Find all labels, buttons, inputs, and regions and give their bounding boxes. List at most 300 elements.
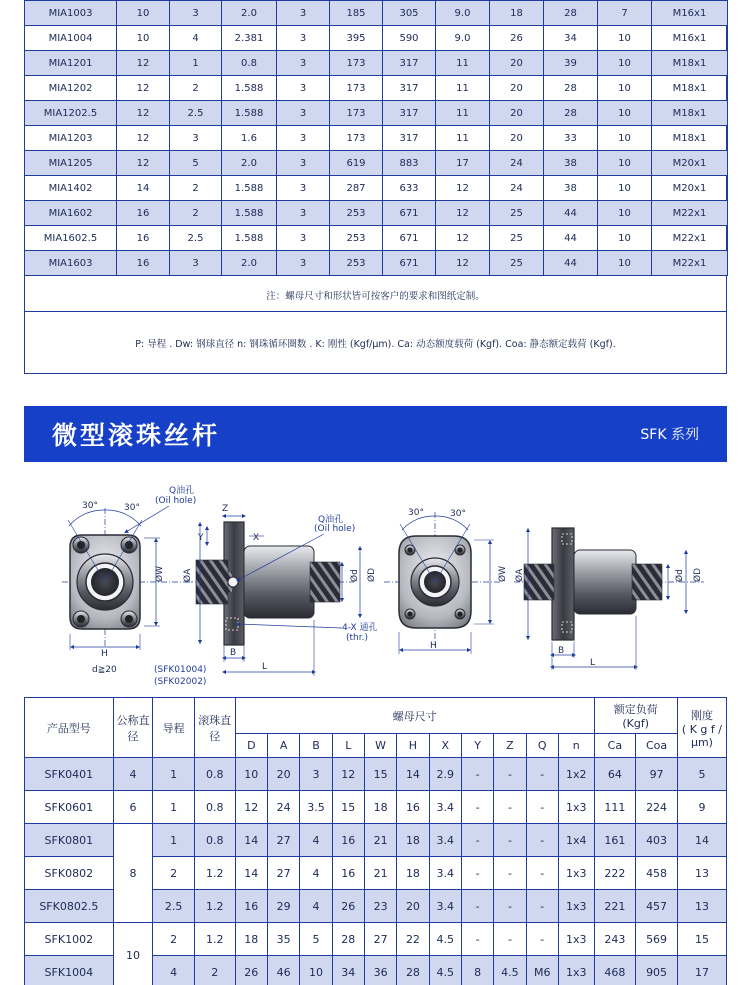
header-col: Z [494, 734, 526, 758]
table-cell: 3 [277, 226, 330, 251]
table-cell: 13 [677, 857, 726, 890]
table-cell: 3 [277, 1, 330, 26]
table-cell: - [461, 824, 493, 857]
table-cell: 97 [636, 758, 678, 791]
table-cell: SFK0802.5 [25, 890, 114, 923]
table-cell: 18 [364, 791, 396, 824]
angle-label: 30° [82, 501, 98, 511]
oil-hole-label: Q油孔 [169, 486, 195, 496]
table-cell: 0.8 [194, 824, 235, 857]
header-nominal: 公称直径 [113, 698, 153, 758]
header-ball: 滚珠直径 [194, 698, 235, 758]
table-cell: 4.5 [429, 923, 461, 956]
table-cell: 16 [235, 890, 267, 923]
table-cell: 12 [436, 176, 490, 201]
table-cell: 3.5 [300, 791, 332, 824]
front-view-2 [384, 508, 508, 654]
table-cell: 317 [383, 126, 436, 151]
table-cell: - [494, 857, 526, 890]
table-cell: 161 [594, 824, 636, 857]
table-cell: 4 [170, 26, 222, 51]
table-cell: - [461, 758, 493, 791]
table-cell: 1.6 [222, 126, 277, 151]
table-cell: 4 [300, 890, 332, 923]
table-cell: 12 [436, 251, 490, 276]
table-cell: 10 [598, 76, 652, 101]
table-cell: M20x1 [652, 176, 728, 201]
table-row [25, 151, 728, 176]
table-cell: MIA1003 [25, 1, 117, 26]
table-cell: 1.2 [194, 857, 235, 890]
table-cell: 569 [636, 923, 678, 956]
header-nut: 螺母尺寸 [235, 698, 594, 734]
table-cell: 9.0 [436, 26, 490, 51]
table-cell: 16 [117, 251, 170, 276]
dim-a: ØA [515, 568, 525, 582]
header-col: B [300, 734, 332, 758]
table-cell: M16x1 [652, 26, 728, 51]
table-cell: 1.2 [194, 923, 235, 956]
table-cell: 14 [235, 824, 267, 857]
table-cell: 3.4 [429, 791, 461, 824]
table-cell: 26 [490, 26, 544, 51]
table-cell: 3.4 [429, 890, 461, 923]
table-cell: 403 [636, 824, 678, 857]
table-cell: 619 [330, 151, 383, 176]
section-banner [24, 406, 727, 462]
table-cell: 1x3 [558, 923, 594, 956]
table-cell: 253 [330, 201, 383, 226]
table-cell: - [526, 824, 558, 857]
table-row [25, 176, 728, 201]
table-cell: M18x1 [652, 101, 728, 126]
oil-hole-label-en: (Oil hole) [314, 524, 356, 534]
dim-x: X [253, 533, 260, 543]
dim-d-large: ØD [367, 567, 377, 582]
table-cell: SFK0801 [25, 824, 114, 857]
table-cell: 14 [235, 857, 267, 890]
table-row [25, 824, 727, 857]
table-cell: MIA1202.5 [25, 101, 117, 126]
header-col: Y [461, 734, 493, 758]
table-cell: 20 [490, 51, 544, 76]
table-cell: SFK0401 [25, 758, 114, 791]
table-cell: 305 [383, 1, 436, 26]
dim-h: H [101, 649, 108, 659]
table-cell: 12 [117, 101, 170, 126]
table-cell: 1.588 [222, 101, 277, 126]
table-cell: 10 [598, 126, 652, 151]
dim-a: ØA [183, 568, 193, 582]
table-row [25, 758, 727, 791]
table-cell: 317 [383, 51, 436, 76]
table-cell: 7 [598, 1, 652, 26]
table-cell: 12 [117, 76, 170, 101]
table-cell: 12 [117, 151, 170, 176]
table-cell: MIA1203 [25, 126, 117, 151]
table-cell: 29 [267, 890, 299, 923]
header-lead: 导程 [153, 698, 195, 758]
table-cell: 10 [598, 51, 652, 76]
table-cell: 14 [677, 824, 726, 857]
table-cell: 2.0 [222, 151, 277, 176]
mia-spec-table [24, 0, 728, 276]
table-cell: - [526, 890, 558, 923]
table-cell: 1x4 [558, 824, 594, 857]
table-cell: - [494, 923, 526, 956]
table-cell: 28 [544, 101, 598, 126]
table-cell: M22x1 [652, 201, 728, 226]
side-view-1 [154, 504, 378, 687]
table-cell: 44 [544, 226, 598, 251]
table-cell: 2 [153, 857, 195, 890]
table-cell: 20 [397, 890, 429, 923]
table-cell: MIA1602.5 [25, 226, 117, 251]
table-cell: 21 [364, 857, 396, 890]
table-cell: 1 [153, 758, 195, 791]
header-load: 额定负荷 (Kgf) [594, 698, 677, 734]
table-cell: 8 [461, 956, 493, 985]
table-cell: 3 [277, 126, 330, 151]
table-cell: 2.5 [153, 890, 195, 923]
table-cell: 27 [267, 824, 299, 857]
table-cell: - [526, 923, 558, 956]
table-cell: 14 [117, 176, 170, 201]
table-cell: 18 [490, 1, 544, 26]
dim-d-small: Ød [675, 569, 685, 582]
header-col: Coa [636, 734, 678, 758]
table-cell: 39 [544, 51, 598, 76]
table-cell: 1 [153, 791, 195, 824]
oil-hole-label: Q油孔 [318, 515, 344, 525]
dim-w: ØW [155, 566, 165, 582]
front-view-1 [62, 484, 196, 675]
table-cell: 44 [544, 251, 598, 276]
table-cell: SFK0601 [25, 791, 114, 824]
table-cell: 4.5 [494, 956, 526, 985]
table-cell: 10 [300, 956, 332, 985]
table-cell: 1 [153, 824, 195, 857]
table-cell: 287 [330, 176, 383, 201]
model-note: (SFK01004) [154, 665, 207, 675]
table-cell: - [526, 857, 558, 890]
abbreviation-legend: P: 导程 . Dw: 钢球直径 n: 钢珠循环圈数 . K: 刚性 (Kgf/μm). Ca: 动态额度载荷 (Kgf). Coa: 静态额定载荷 (Kgf). [135, 338, 616, 350]
table-cell: 6 [113, 791, 153, 824]
table-cell: 64 [594, 758, 636, 791]
table-row [25, 76, 728, 101]
table-cell: SFK1004 [25, 956, 114, 985]
table-cell: 633 [383, 176, 436, 201]
table-cell: 5 [300, 923, 332, 956]
table-cell: - [461, 923, 493, 956]
header-col: A [267, 734, 299, 758]
table-cell: 27 [364, 923, 396, 956]
table-cell: 28 [544, 76, 598, 101]
table-cell: 36 [364, 956, 396, 985]
table-cell: 173 [330, 51, 383, 76]
table-cell: 253 [330, 251, 383, 276]
table-cell: 883 [383, 151, 436, 176]
table-cell: M18x1 [652, 76, 728, 101]
table-cell: MIA1205 [25, 151, 117, 176]
table-cell: 8 [113, 824, 153, 923]
dim-b: B [558, 646, 565, 656]
table-cell: - [461, 791, 493, 824]
table-cell: - [494, 758, 526, 791]
angle-label: 30° [124, 503, 140, 513]
table-cell: 20 [490, 76, 544, 101]
table-cell: 317 [383, 101, 436, 126]
header-stiffness: 刚度 ( K g f / μm) [677, 698, 726, 758]
dim-d-large: ØD [693, 567, 703, 582]
table-cell: 11 [436, 101, 490, 126]
table-cell: 16 [397, 791, 429, 824]
table-cell: 1.588 [222, 76, 277, 101]
table-cell: 10 [598, 251, 652, 276]
table-cell: 22 [397, 923, 429, 956]
table-cell: 3.4 [429, 857, 461, 890]
through-hole-label-en: (thr.) [346, 633, 368, 643]
table-row [25, 101, 728, 126]
table-cell: 5 [170, 151, 222, 176]
table-row [25, 1, 728, 26]
table-cell: 28 [544, 1, 598, 26]
table-cell: 12 [436, 226, 490, 251]
table-cell: MIA1603 [25, 251, 117, 276]
table-cell: 3 [277, 176, 330, 201]
table-cell: - [494, 890, 526, 923]
table-cell: 111 [594, 791, 636, 824]
table-cell: 2 [170, 176, 222, 201]
table-cell: 243 [594, 923, 636, 956]
dim-b: B [230, 648, 237, 658]
table-cell: 11 [436, 76, 490, 101]
table-cell: 173 [330, 126, 383, 151]
table-cell: 10 [598, 176, 652, 201]
table-cell: 1.588 [222, 176, 277, 201]
table-cell: 15 [364, 758, 396, 791]
table-cell: M6 [526, 956, 558, 985]
table-cell: 17 [436, 151, 490, 176]
table-cell: 20 [267, 758, 299, 791]
table-cell: 26 [332, 890, 364, 923]
table-cell: 5 [677, 758, 726, 791]
angle-label: 30° [450, 509, 466, 519]
table-cell: 2.9 [429, 758, 461, 791]
table-cell: 2.381 [222, 26, 277, 51]
table-cell: 18 [397, 857, 429, 890]
table-cell: 11 [436, 51, 490, 76]
table-cell: 12 [235, 791, 267, 824]
table-cell: 38 [544, 176, 598, 201]
table-cell: 1x3 [558, 857, 594, 890]
mia-spec-section [24, 0, 727, 374]
table-cell: 0.8 [222, 51, 277, 76]
table-row [25, 226, 728, 251]
table-cell: 13 [677, 890, 726, 923]
table-cell: 16 [332, 857, 364, 890]
header-model: 产品型号 [25, 698, 114, 758]
table-cell: 24 [267, 791, 299, 824]
custom-note: 注：螺母尺寸和形状皆可按客户的要求和图纸定制。 [25, 279, 726, 312]
table-cell: 395 [330, 26, 383, 51]
header-col: W [364, 734, 396, 758]
table-cell: 10 [598, 26, 652, 51]
table-cell: 12 [436, 201, 490, 226]
dim-h: H [430, 641, 437, 651]
table-cell: 25 [490, 201, 544, 226]
table-cell: 20 [490, 126, 544, 151]
table-cell: 10 [598, 226, 652, 251]
table-cell: 3 [170, 251, 222, 276]
table-cell: 222 [594, 857, 636, 890]
table-cell: 12 [332, 758, 364, 791]
table-cell: 3 [277, 101, 330, 126]
header-col: Ca [594, 734, 636, 758]
table-cell: 671 [383, 226, 436, 251]
table-cell: 221 [594, 890, 636, 923]
table-cell: 15 [677, 923, 726, 956]
table-cell: 12 [117, 126, 170, 151]
table-cell: 33 [544, 126, 598, 151]
table-cell: M16x1 [652, 1, 728, 26]
table-cell: 3 [170, 1, 222, 26]
header-col: X [429, 734, 461, 758]
table-cell: 24 [490, 176, 544, 201]
dim-l: L [590, 658, 596, 668]
table-cell: 317 [383, 76, 436, 101]
table-cell: 14 [397, 758, 429, 791]
table-cell: MIA1202 [25, 76, 117, 101]
table-cell: 24 [490, 151, 544, 176]
table-cell: 173 [330, 76, 383, 101]
dim-y: Y [198, 533, 204, 543]
dim-note: d≧20 [92, 665, 117, 675]
table-cell: M22x1 [652, 226, 728, 251]
table-row [25, 251, 728, 276]
table-cell: 2.5 [170, 226, 222, 251]
table-cell: 44 [544, 201, 598, 226]
table-row [25, 201, 728, 226]
table-cell: 3 [277, 51, 330, 76]
table-cell: 905 [636, 956, 678, 985]
table-cell: 18 [397, 824, 429, 857]
table-cell: 457 [636, 890, 678, 923]
header-col: n [558, 734, 594, 758]
table-cell: 0.8 [194, 758, 235, 791]
table-cell: M20x1 [652, 151, 728, 176]
table-cell: 20 [490, 101, 544, 126]
sfk-spec-table [24, 697, 727, 985]
table-cell: 3 [277, 251, 330, 276]
table-cell: 34 [544, 26, 598, 51]
table-cell: - [461, 857, 493, 890]
table-cell: 2.0 [222, 251, 277, 276]
table-cell: 15 [332, 791, 364, 824]
header-col: D [235, 734, 267, 758]
table-cell: 12 [117, 51, 170, 76]
table-cell: 2 [194, 956, 235, 985]
header-col: Q [526, 734, 558, 758]
table-cell: MIA1201 [25, 51, 117, 76]
table-cell: 2 [170, 76, 222, 101]
table-cell: 2 [153, 923, 195, 956]
table-cell: MIA1004 [25, 26, 117, 51]
table-row [25, 51, 728, 76]
table-cell: 1x3 [558, 791, 594, 824]
table-cell: 17 [677, 956, 726, 985]
series-label: SFK 系列 [640, 427, 699, 443]
table-cell: 10 [117, 1, 170, 26]
table-cell: 28 [332, 923, 364, 956]
table-cell: 4.5 [429, 956, 461, 985]
dim-z: Z [222, 504, 229, 514]
table-cell: M18x1 [652, 51, 728, 76]
dim-l: L [262, 662, 268, 672]
table-row [25, 923, 727, 956]
table-cell: 46 [267, 956, 299, 985]
table-cell: 1x3 [558, 890, 594, 923]
header-col: H [397, 734, 429, 758]
table-cell: 18 [235, 923, 267, 956]
table-cell: 1.2 [194, 890, 235, 923]
table-cell: M18x1 [652, 126, 728, 151]
table-cell: 671 [383, 201, 436, 226]
table-cell: 1x3 [558, 956, 594, 985]
table-cell: 38 [544, 151, 598, 176]
table-cell: 1 [170, 51, 222, 76]
table-cell: - [526, 791, 558, 824]
table-cell: 26 [235, 956, 267, 985]
header-col: L [332, 734, 364, 758]
table-cell: 16 [117, 226, 170, 251]
table-cell: 590 [383, 26, 436, 51]
table-cell: 10 [598, 101, 652, 126]
table-cell: 253 [330, 226, 383, 251]
table-cell: 16 [117, 201, 170, 226]
section-title: 微型滚珠丝杆 [52, 421, 221, 450]
table-cell: 10 [113, 923, 153, 985]
table-cell: 3.4 [429, 824, 461, 857]
table-cell: - [494, 791, 526, 824]
table-cell: 3 [170, 126, 222, 151]
dim-w: ØW [498, 566, 508, 582]
table-cell: 2.0 [222, 1, 277, 26]
angle-label: 30° [408, 508, 424, 518]
table-cell: 3 [277, 26, 330, 51]
oil-hole-label-en: (Oil hole) [155, 496, 197, 506]
table-cell: 224 [636, 791, 678, 824]
table-cell: 173 [330, 101, 383, 126]
table-cell: 3 [300, 758, 332, 791]
table-cell: 11 [436, 126, 490, 151]
technical-drawing [24, 478, 727, 693]
table-cell: 21 [364, 824, 396, 857]
table-cell: 34 [332, 956, 364, 985]
side-view-2 [514, 528, 704, 670]
table-row [25, 791, 727, 824]
table-cell: 3 [277, 151, 330, 176]
table-cell: 16 [332, 824, 364, 857]
through-hole-label: 4-X 通孔 [342, 623, 378, 633]
table-cell: - [526, 758, 558, 791]
table-cell: 3 [277, 201, 330, 226]
table-cell: 28 [397, 956, 429, 985]
table-cell: 27 [267, 857, 299, 890]
table-cell: 25 [490, 226, 544, 251]
table-cell: M22x1 [652, 251, 728, 276]
table-cell: 35 [267, 923, 299, 956]
